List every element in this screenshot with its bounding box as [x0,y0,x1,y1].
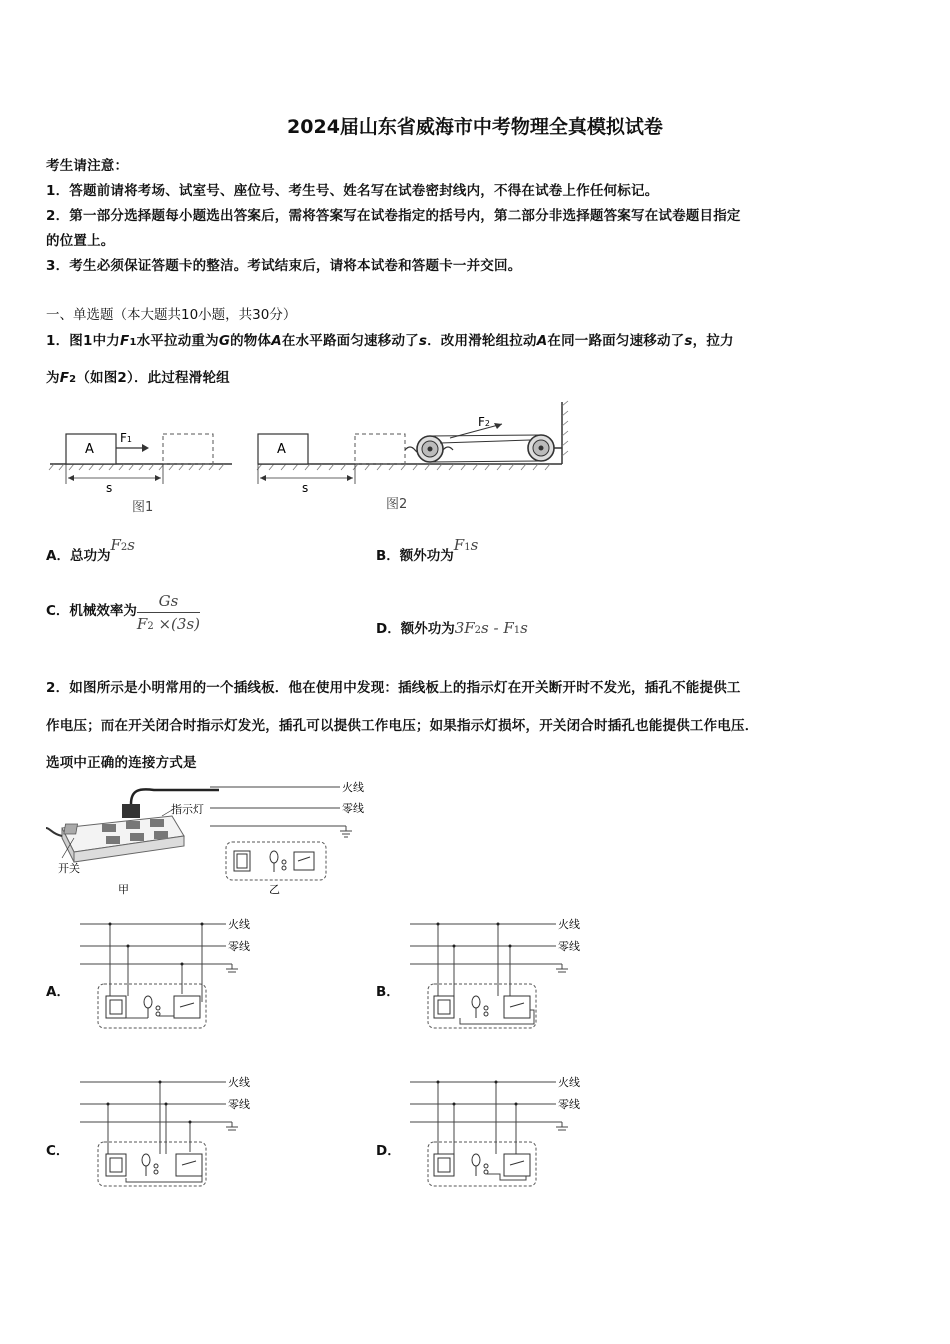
q2-option-b-label[interactable]: B． [376,984,400,1000]
distance-s2-label: s [302,481,309,495]
q2-option-c-label[interactable]: C． [46,1143,70,1159]
indicator-label: 指示灯 [171,803,204,816]
notice-item-1: 1．答题前请将考场、试室号、座位号、考生号、姓名写在试卷密封线内，不得在试卷上作任何标记。 [46,183,659,199]
efficiency-fraction: $\frac{Gs}{F2 \times(3s)}$ [136,592,201,633]
neutral-label: 零线 [558,1098,580,1111]
q2-line2: 作电压；而在开关闭合时指示灯发光，插孔可以提供工作电压；如果指示灯损坏，开关闭合时插孔也能提供工作电压． [46,718,759,734]
block-a-moved [163,434,213,464]
live-label: 火线 [558,1076,580,1089]
q2-line3: 选项中正确的连接方式是 [46,755,197,771]
section-heading: 一、单选题（本大题共10小题，共30分） [46,307,297,323]
notice-heading: 考生请注意： [46,158,129,174]
figure-yi-caption: 乙 [269,883,280,896]
neutral-wire-label: 零线 [342,802,364,815]
force-f1-label: F1 [120,431,132,445]
q1-option-d[interactable]: D．额外功为3F2s - F1s [376,619,528,637]
q2-option-a-label[interactable]: A． [46,984,70,1000]
q2-line1: 2．如图所示是小明常用的一个插线板．他在使用中发现：插线板上的指示灯在开关断开时不发光，插孔不能提供工 [46,680,741,696]
q2-option-d-label[interactable]: D． [376,1143,401,1159]
circuit-option-a[interactable] [78,912,268,1036]
page-title: 2024届山东省威海市中考物理全真模拟试卷 [287,116,663,138]
switch-symbol [294,852,314,870]
lamp-symbol [270,851,278,863]
q1-line1: 1．图1中力F1水平拉动重为G的物体A在水平路面匀速移动了s．改用滑轮组拉动A在同一路面匀速移动了s，拉力 [46,333,734,349]
figure-jia-caption: 甲 [118,883,129,896]
q1-option-b[interactable]: B．额外功为F1s [376,536,479,564]
circuit-option-d[interactable] [408,1070,598,1194]
live-label: 火线 [228,1076,250,1089]
neutral-label: 零线 [228,940,250,953]
force-f2-label: F2 [478,415,490,429]
live-label: 火线 [558,918,580,931]
figure-2-caption: 图2 [386,497,408,512]
q1-option-c[interactable]: C．机械效率为 $\frac{Gs}{F2 \times(3s)}$ [46,592,201,633]
distance-s-label: s [106,481,113,495]
circuit-option-c[interactable] [78,1070,268,1194]
block-a-2-moved [355,434,405,464]
figure-1-caption: 图1 [132,500,154,515]
block-a-label: A [85,442,94,457]
switch-label: 开关 [58,862,80,875]
notice-item-2-cont: 的位置上。 [46,233,115,249]
q2-main-figure [44,776,374,898]
figure-2 [254,398,574,520]
neutral-label: 零线 [558,940,580,953]
figure-1 [46,420,236,520]
live-label: 火线 [228,918,250,931]
notice-item-2: 2．第一部分选择题每小题选出答案后，需将答案写在试卷指定的括号内，第二部分非选择题答案写在试卷题目指定 [46,208,741,224]
live-wire-label: 火线 [342,781,364,794]
circuit-option-b[interactable] [408,912,598,1036]
block-a-2-label: A [277,442,286,457]
notice-item-3: 3．考生必须保证答题卡的整洁。考试结束后，请将本试卷和答题卡一并交回。 [46,258,522,274]
neutral-label: 零线 [228,1098,250,1111]
q1-option-a[interactable]: A．总功为F2s [46,536,135,564]
power-strip-illustration [46,789,219,862]
q1-line2: 为F2（如图2）．此过程滑轮组 [46,370,230,386]
